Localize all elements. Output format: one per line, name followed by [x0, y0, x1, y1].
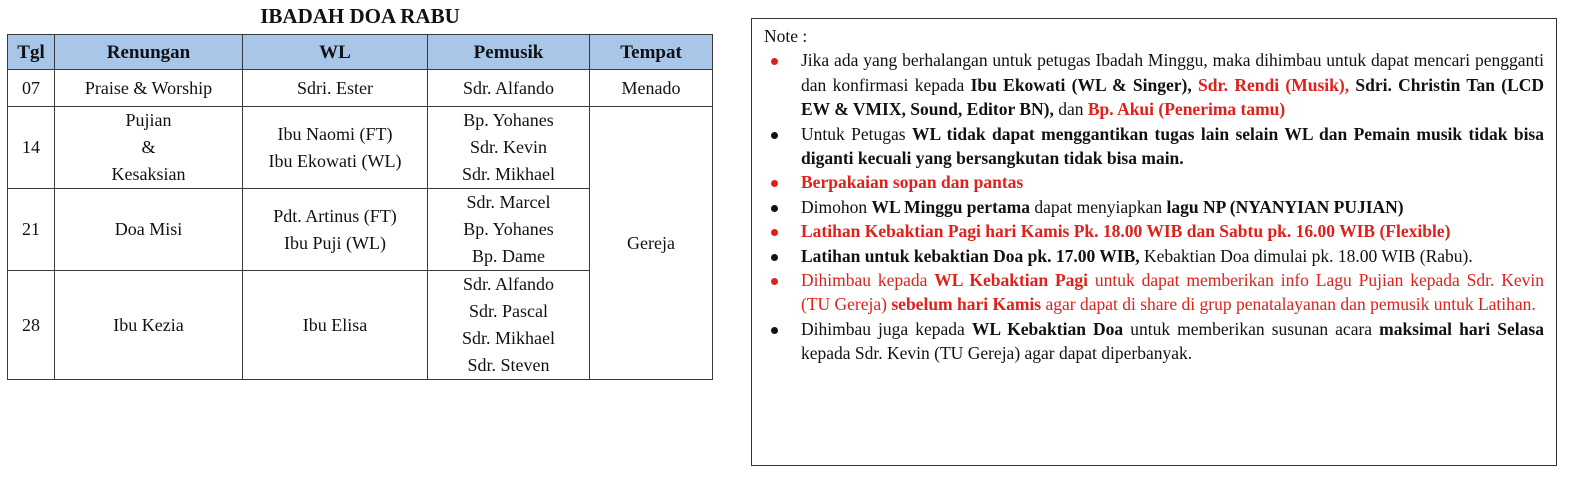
cell-tgl: 14: [8, 107, 55, 189]
note-text: Dimohon: [801, 196, 872, 217]
note-item: [764, 317, 1544, 366]
note-text: Sdr. Rendi (Musik),: [1198, 74, 1350, 95]
note-text: untuk dapat memberikan info Lagu Pujian kepada Sdr. Kevin (TU Gereja): [801, 270, 1544, 315]
cell-tempat: Menado: [590, 70, 713, 107]
cell-wl: [243, 189, 428, 271]
note-text: lagu NP (NYANYIAN PUJIAN): [1166, 196, 1404, 217]
note-text: untuk memberikan susunan acara: [1123, 318, 1380, 339]
note-item: [764, 268, 1544, 317]
note-text: sebelum hari Kamis: [891, 294, 1042, 315]
cell-line: Sdr. Pascal: [469, 301, 548, 321]
header-pemusik: Pemusik: [428, 35, 590, 70]
note-text: Bp. Akui (Penerima tamu): [1087, 99, 1286, 120]
note-text: maksimal hari Selasa: [1379, 318, 1544, 339]
note-text: dan: [1053, 99, 1088, 120]
table-header-row: [8, 35, 713, 70]
table-row: [8, 107, 713, 189]
cell-line: Ibu Puji (WL): [284, 232, 386, 253]
cell-tgl: 21: [8, 189, 55, 271]
cell-line: Bp. Dame: [472, 246, 545, 266]
note-item: [764, 219, 1544, 243]
cell-line: Ibu Kezia: [113, 314, 184, 335]
note-text: Dihimbau kepada: [801, 270, 935, 291]
cell-renungan: [55, 107, 243, 189]
cell-line: Sdri. Ester: [297, 77, 373, 98]
cell-line: Bp. Yohanes: [463, 110, 554, 130]
bullet-icon: [771, 180, 778, 187]
note-text: Sdri. Christin Tan (LCD EW & VMIX, Sound, Editor BN),: [801, 74, 1545, 120]
note-box: [751, 18, 1557, 466]
schedule-title: IBADAH DOA RABU: [260, 4, 460, 28]
cell-renungan: [55, 189, 243, 271]
note-text: Latihan untuk kebaktian Doa pk. 17.00 WIB,: [801, 245, 1140, 266]
cell-pemusik: [428, 271, 590, 380]
note-text: WL tidak dapat menggantikan tugas lain selain WL dan Pemain musik tidak bisa diganti kecuali yang bersangkutan tidak bisa main.: [801, 123, 1544, 169]
cell-line: Kesaksian: [111, 164, 186, 184]
bullet-icon: [771, 132, 778, 139]
note-heading: Note :: [764, 26, 808, 46]
note-item: [764, 48, 1544, 121]
bullet-icon: [771, 278, 778, 285]
cell-line: Sdr. Mikhael: [462, 164, 555, 184]
bullet-icon: [771, 327, 778, 334]
header-wl: WL: [243, 35, 428, 70]
cell-renungan: [55, 70, 243, 107]
cell-line: &: [141, 137, 156, 157]
note-text: Dihimbau juga kepada: [801, 318, 972, 339]
header-tempat: Tempat: [590, 35, 713, 70]
cell-line: Bp. Yohanes: [463, 219, 554, 239]
header-tgl: Tgl: [8, 35, 55, 70]
cell-wl: [243, 107, 428, 189]
cell-pemusik: [428, 70, 590, 107]
cell-line: Sdr. Mikhael: [462, 328, 555, 348]
cell-tgl: 07: [8, 70, 55, 107]
note-text: dapat menyiapkan: [1029, 196, 1167, 217]
note-text: Ibu Ekowati (WL & Singer),: [970, 74, 1192, 95]
cell-tempat: Gereja: [590, 107, 713, 380]
header-renungan: Renungan: [55, 35, 243, 70]
cell-line: Ibu Ekowati (WL): [268, 150, 402, 171]
note-text: kepada Sdr. Kevin (TU Gereja) agar dapat diperbanyak.: [801, 343, 1193, 364]
cell-line: Doa Misi: [114, 219, 183, 239]
cell-line: Praise & Worship: [84, 77, 213, 98]
cell-line: Sdr. Kevin: [469, 137, 547, 157]
cell-line: Ibu Naomi (FT): [277, 123, 393, 144]
cell-tgl: 28: [8, 271, 55, 380]
note-text: agar dapat di share di grup penatalayanan dan pemusik untuk Latihan.: [1041, 294, 1536, 315]
note-text: Berpakaian sopan dan pantas: [801, 172, 1024, 193]
bullet-icon: [771, 205, 778, 212]
note-text: WL Kebaktian Doa: [971, 318, 1124, 339]
note-item: [764, 195, 1544, 219]
cell-line: Sdr. Alfando: [462, 274, 554, 294]
note-text: Kebaktian Doa dimulai pk. 18.00 WIB (Rabu).: [1139, 245, 1473, 266]
cell-line: Ibu Elisa: [302, 314, 368, 335]
table-row: [8, 70, 713, 107]
cell-line: Pdt. Artinus (FT): [273, 205, 397, 226]
cell-line: Sdr. Alfando: [462, 77, 554, 98]
bullet-icon: [771, 58, 778, 65]
note-item: [764, 122, 1544, 171]
cell-line: Sdr. Marcel: [466, 192, 551, 212]
schedule-table: [7, 34, 713, 380]
cell-pemusik: [428, 189, 590, 271]
cell-wl: [243, 271, 428, 380]
cell-pemusik: [428, 107, 590, 189]
note-text: Untuk Petugas: [801, 123, 913, 144]
note-text: Jika ada yang berhalangan untuk petugas Ibadah Minggu, maka dihimbau untuk dapat mencari pengganti dan konfirmasi kepada: [801, 50, 1544, 95]
note-list: [764, 48, 1544, 365]
note-text: WL Minggu pertama: [871, 196, 1030, 217]
cell-line: Sdr. Steven: [467, 355, 550, 375]
note-item: [764, 244, 1544, 268]
bullet-icon: [771, 254, 778, 261]
note-text: Latihan Kebaktian Pagi hari Kamis Pk. 18.00 WIB dan Sabtu pk. 16.00 WIB (Flexible): [801, 221, 1451, 242]
note-item: [764, 170, 1544, 194]
cell-renungan: [55, 271, 243, 380]
bullet-icon: [771, 229, 778, 236]
cell-wl: [243, 70, 428, 107]
cell-line: Pujian: [125, 110, 172, 130]
note-text: WL Kebaktian Pagi: [934, 270, 1089, 291]
